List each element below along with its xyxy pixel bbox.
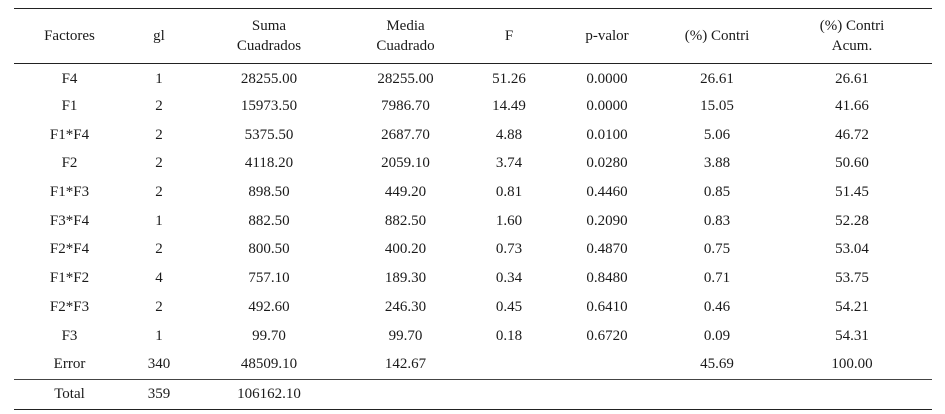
- table-cell: 28255.00: [377, 71, 434, 88]
- table-cell: 2: [155, 126, 163, 143]
- table-cell: F2*F4: [49, 241, 90, 258]
- table-cell: 26.61: [700, 71, 734, 88]
- header-row: [14, 9, 932, 64]
- table-cell: 5.06: [703, 126, 731, 143]
- total-row: [14, 379, 932, 409]
- table-cell: 14.49: [492, 98, 526, 115]
- table-cell: F1*F2: [49, 270, 90, 287]
- table-cell: 1.60: [495, 212, 523, 229]
- table-cell: 189.30: [384, 270, 427, 287]
- total-cell: 106162.10: [193, 379, 345, 409]
- total-cell: Total: [14, 379, 125, 409]
- table-cell: 45.69: [700, 355, 734, 372]
- table-cell: 2687.70: [381, 126, 430, 143]
- table-row: [14, 207, 932, 236]
- table-body: [14, 64, 932, 380]
- table-row: [14, 64, 932, 93]
- table-cell: F1*F3: [49, 184, 90, 201]
- total-cell: [772, 379, 932, 409]
- table-cell: 3.74: [495, 155, 523, 172]
- table-cell: 0.0000: [586, 98, 628, 115]
- table-cell: 0.8480: [586, 270, 628, 287]
- table-cell: 0.73: [495, 241, 523, 258]
- table-cell: 51.45: [835, 184, 869, 201]
- table-cell: 28255.00: [240, 71, 298, 88]
- table-cell: 2059.10: [381, 155, 430, 172]
- table-cell: 54.31: [835, 327, 869, 344]
- table-cell: 1: [155, 327, 163, 344]
- anova-table-container: [14, 8, 932, 410]
- table-row: [14, 236, 932, 265]
- table-cell: F1*F4: [49, 126, 90, 143]
- table-cell: 0.0000: [586, 71, 628, 88]
- table-cell: F4: [61, 71, 78, 88]
- table-cell: 5375.50: [244, 126, 294, 143]
- table-cell: 0.81: [495, 184, 523, 201]
- table-cell: 3.88: [703, 155, 731, 172]
- column-header: Media Cuadrado: [345, 9, 466, 64]
- table-cell: 0.75: [703, 241, 731, 258]
- table-cell: 54.21: [835, 298, 869, 315]
- table-cell: 0.18: [495, 327, 523, 344]
- table-cell: 53.75: [835, 270, 869, 287]
- total-cell: [552, 379, 662, 409]
- table-cell: 15973.50: [240, 98, 298, 115]
- table-cell: 0.0100: [586, 126, 628, 143]
- table-cell: 0.46: [703, 298, 731, 315]
- table-cell: 0.45: [495, 298, 523, 315]
- table-cell: 2: [155, 298, 163, 315]
- table-cell: 0.34: [495, 270, 523, 287]
- table-cell: 4118.20: [244, 155, 294, 172]
- table-cell: 41.66: [835, 98, 869, 115]
- table-cell: 4: [155, 270, 163, 287]
- table-cell: 142.67: [384, 355, 427, 372]
- table-cell: 0.85: [703, 184, 731, 201]
- table-cell: F1: [61, 98, 78, 115]
- table-cell: 757.10: [248, 270, 290, 287]
- column-header: Factores: [14, 9, 125, 64]
- table-cell: 1: [155, 212, 163, 229]
- table-cell: 800.50: [248, 241, 290, 258]
- table-cell: F2*F3: [49, 298, 90, 315]
- table-cell: 0.6410: [586, 298, 628, 315]
- table-row: [14, 121, 932, 150]
- table-cell: F2: [61, 155, 78, 172]
- total-cell: [345, 379, 466, 409]
- table-cell: 0.4460: [586, 184, 628, 201]
- table-cell: 0.71: [703, 270, 731, 287]
- table-cell: 1: [155, 71, 163, 88]
- column-header: p-valor: [552, 9, 662, 64]
- table-cell: 882.50: [384, 212, 427, 229]
- table-cell: 0.09: [703, 327, 731, 344]
- table-cell: 882.50: [248, 212, 290, 229]
- table-cell: 492.60: [248, 298, 290, 315]
- table-row: [14, 150, 932, 179]
- column-header: Suma Cuadrados: [193, 9, 345, 64]
- table-cell: 2: [155, 241, 163, 258]
- table-cell: 51.26: [492, 71, 526, 88]
- table-cell: F3: [61, 327, 78, 344]
- table-cell: 26.61: [835, 71, 869, 88]
- table-cell: Error: [53, 355, 86, 372]
- table-row: [14, 92, 932, 121]
- table-cell: 99.70: [252, 327, 286, 344]
- table-row: [14, 264, 932, 293]
- table-cell: 100.00: [831, 355, 873, 372]
- table-row: [14, 350, 932, 379]
- table-cell: 48509.10: [240, 355, 298, 372]
- table-cell: 0.2090: [586, 212, 628, 229]
- anova-table: [14, 8, 932, 410]
- column-header: (%) Contri: [662, 9, 772, 64]
- table-cell: [552, 350, 662, 379]
- table-cell: 449.20: [384, 184, 427, 201]
- total-cell: [662, 379, 772, 409]
- total-cell: 359: [125, 379, 193, 409]
- table-cell: 898.50: [248, 184, 290, 201]
- table-cell: 7986.70: [381, 98, 430, 115]
- table-cell: 2: [155, 155, 163, 172]
- table-cell: 2: [155, 184, 163, 201]
- table-cell: 99.70: [388, 327, 423, 344]
- table-row: [14, 293, 932, 322]
- table-cell: 0.6720: [586, 327, 628, 344]
- table-cell: 53.04: [835, 241, 869, 258]
- total-cell: [466, 379, 552, 409]
- column-header: (%) Contri Acum.: [772, 9, 932, 64]
- table-cell: 15.05: [700, 98, 734, 115]
- table-cell: 50.60: [835, 155, 869, 172]
- column-header: gl: [125, 9, 193, 64]
- table-row: [14, 322, 932, 351]
- table-cell: 400.20: [384, 241, 427, 258]
- table-cell: 0.4870: [586, 241, 628, 258]
- table-cell: 52.28: [835, 212, 869, 229]
- table-cell: 0.0280: [586, 155, 628, 172]
- table-cell: 2: [155, 98, 163, 115]
- table-cell: [466, 350, 552, 379]
- table-cell: 0.83: [703, 212, 731, 229]
- table-cell: 46.72: [835, 126, 869, 143]
- table-cell: F3*F4: [49, 212, 90, 229]
- column-header: F: [466, 9, 552, 64]
- table-cell: 340: [147, 355, 171, 372]
- table-cell: 4.88: [495, 126, 523, 143]
- table-row: [14, 178, 932, 207]
- table-cell: 246.30: [384, 298, 427, 315]
